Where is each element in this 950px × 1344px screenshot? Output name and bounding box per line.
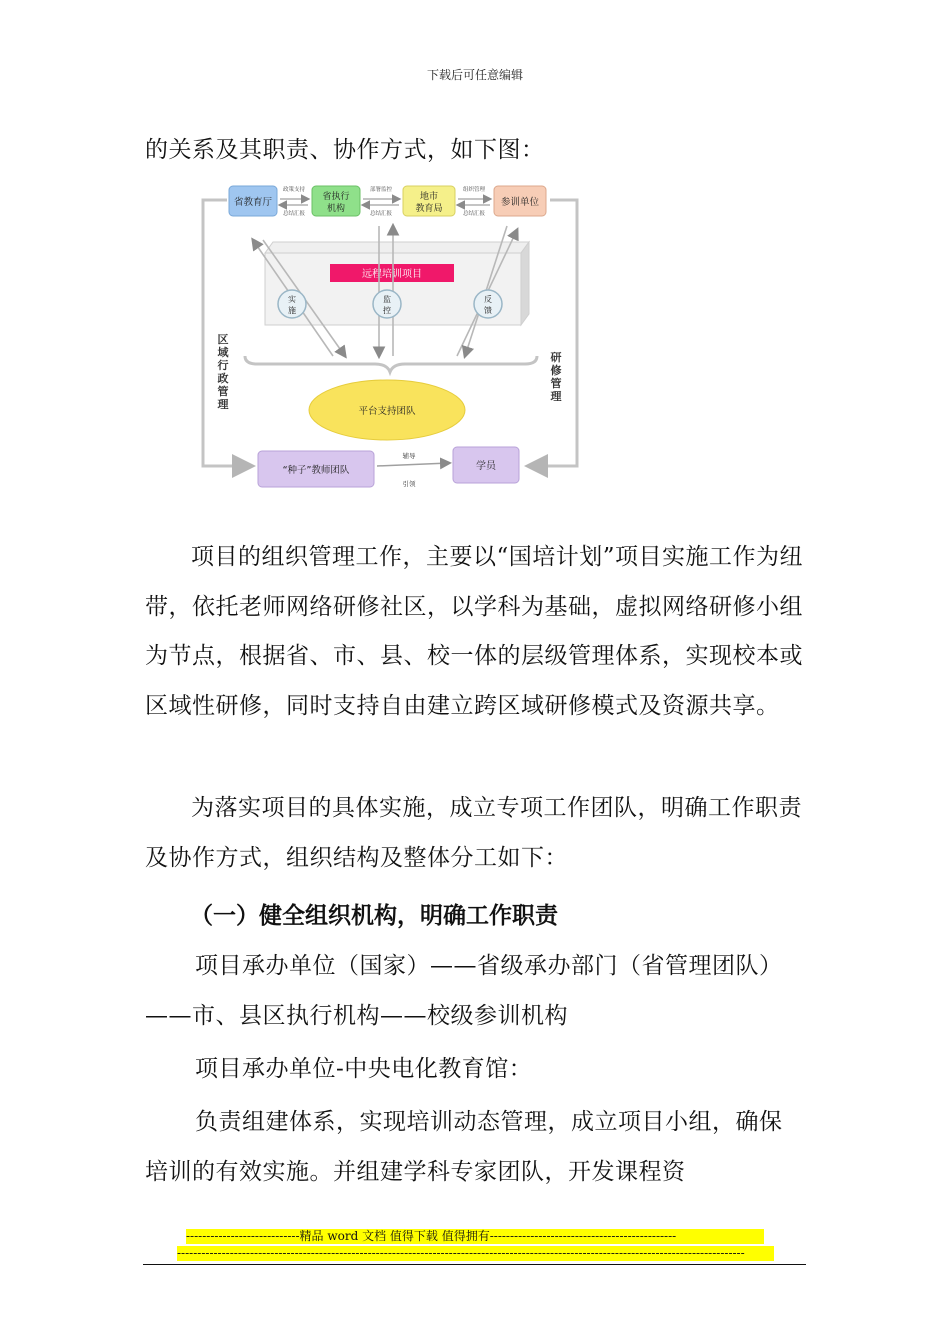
guide-arrow — [377, 451, 449, 488]
guide-bottom-label: 引领 — [402, 480, 416, 488]
curly-brace — [245, 356, 537, 372]
students-label: 学员 — [476, 461, 496, 472]
arrow-group-3 — [458, 185, 490, 217]
svg-text:区: 区 — [217, 333, 229, 346]
intro-line: 的关系及其职责、协作方式，如下图： — [145, 137, 545, 163]
organization-diagram — [195, 178, 585, 493]
box-province-exec-label-2: 机构 — [326, 204, 346, 214]
paragraph-organization: 项目的组织管理工作，主要以“国培计划”项目实施工作为纽带，依托老师网络研修社区，以学科为基础，虚拟网络研修小组为节点，根据省、市、县、校一体的层级管理体系，实现校本或区域性研修，同时支持自由建立跨区域研修模式及资源共享。 — [145, 544, 804, 719]
section-heading: （一）健全组织机构，明确工作职责 — [190, 903, 558, 929]
footer-banner-line1: ----------------------------精品 word 文档 值得下载 值得拥有---------------------------------------------- — [186, 1229, 764, 1244]
svg-text:理: 理 — [550, 390, 562, 403]
box-training-unit — [494, 186, 546, 216]
box-training-unit-label: 参训单位 — [500, 197, 540, 208]
svg-text:控: 控 — [383, 306, 391, 315]
svg-text:域: 域 — [217, 346, 229, 359]
right-frame-connector — [530, 200, 577, 466]
svg-text:研: 研 — [550, 351, 562, 364]
svg-text:修: 修 — [550, 364, 562, 377]
paragraph-responsibility: 负责组建体系，实现培训动态管理，成立项目小组，确保培训的有效实施。并组建学科专家团队，开发课程资 — [145, 1109, 783, 1185]
paragraph-team: 为落实项目的具体实施，成立专项工作团队，明确工作职责及协作方式，组织结构及整体分工如下： — [145, 795, 802, 871]
svg-text:施: 施 — [288, 306, 296, 315]
project-banner: 远程培训项目 — [362, 269, 422, 280]
circle-monitor — [373, 290, 401, 318]
svg-text:反: 反 — [484, 295, 492, 304]
svg-text:管: 管 — [217, 385, 229, 398]
arrow1-bottom-label: 总结汇报 — [282, 211, 306, 217]
arrow3-bottom-label: 总结汇报 — [462, 211, 486, 217]
box-province-edu — [229, 186, 277, 216]
svg-text:馈: 馈 — [484, 306, 492, 315]
arrow-group-2 — [363, 185, 399, 217]
left-side-label — [218, 332, 230, 411]
paragraph-hierarchy: 项目承办单位（国家）——省级承办部门（省管理团队）——市、县区执行机构——校级参训机构 — [145, 953, 783, 1029]
arrow1-top-label: 政策支持 — [282, 187, 306, 193]
right-side-label — [551, 350, 563, 403]
arrow2-top-label: 部署监控 — [369, 187, 393, 193]
box-city-edu — [403, 186, 455, 216]
svg-text:政: 政 — [217, 372, 229, 385]
box-city-label-1: 地市 — [419, 192, 439, 202]
svg-text:监: 监 — [383, 295, 391, 304]
arrow2-bottom-label: 总结汇报 — [369, 211, 393, 217]
platform-support-team — [309, 380, 465, 440]
seed-team-label: “种子”教师团队 — [282, 465, 350, 476]
arrow-group-1 — [280, 185, 308, 217]
box-students — [453, 447, 519, 483]
svg-text:管: 管 — [550, 377, 562, 390]
box-province-exec-label-1: 省执行 — [322, 192, 350, 202]
svg-text:实: 实 — [288, 295, 296, 304]
platform-label: 平台支持团队 — [358, 406, 416, 417]
footer-banner-line2: -------------------------------------------------------------------------------------------------------------------------------------------- — [177, 1246, 774, 1261]
box-province-edu-label: 省教育厅 — [233, 197, 273, 208]
svg-text:行: 行 — [217, 359, 229, 372]
paragraph-center: 项目承办单位-中央电化教育馆： — [195, 1056, 533, 1082]
circle-implement — [278, 290, 306, 318]
footer-rule — [143, 1264, 806, 1265]
header-note: 下载后可任意编辑 — [426, 68, 523, 82]
circle-feedback — [474, 290, 502, 318]
arrow3-top-label: 组织管理 — [462, 187, 486, 193]
box-seed-teacher-team — [258, 451, 374, 487]
guide-top-label: 辅导 — [402, 452, 416, 460]
box-city-label-2: 教育局 — [415, 204, 443, 214]
box-province-exec — [312, 186, 360, 216]
svg-text:理: 理 — [217, 398, 229, 411]
